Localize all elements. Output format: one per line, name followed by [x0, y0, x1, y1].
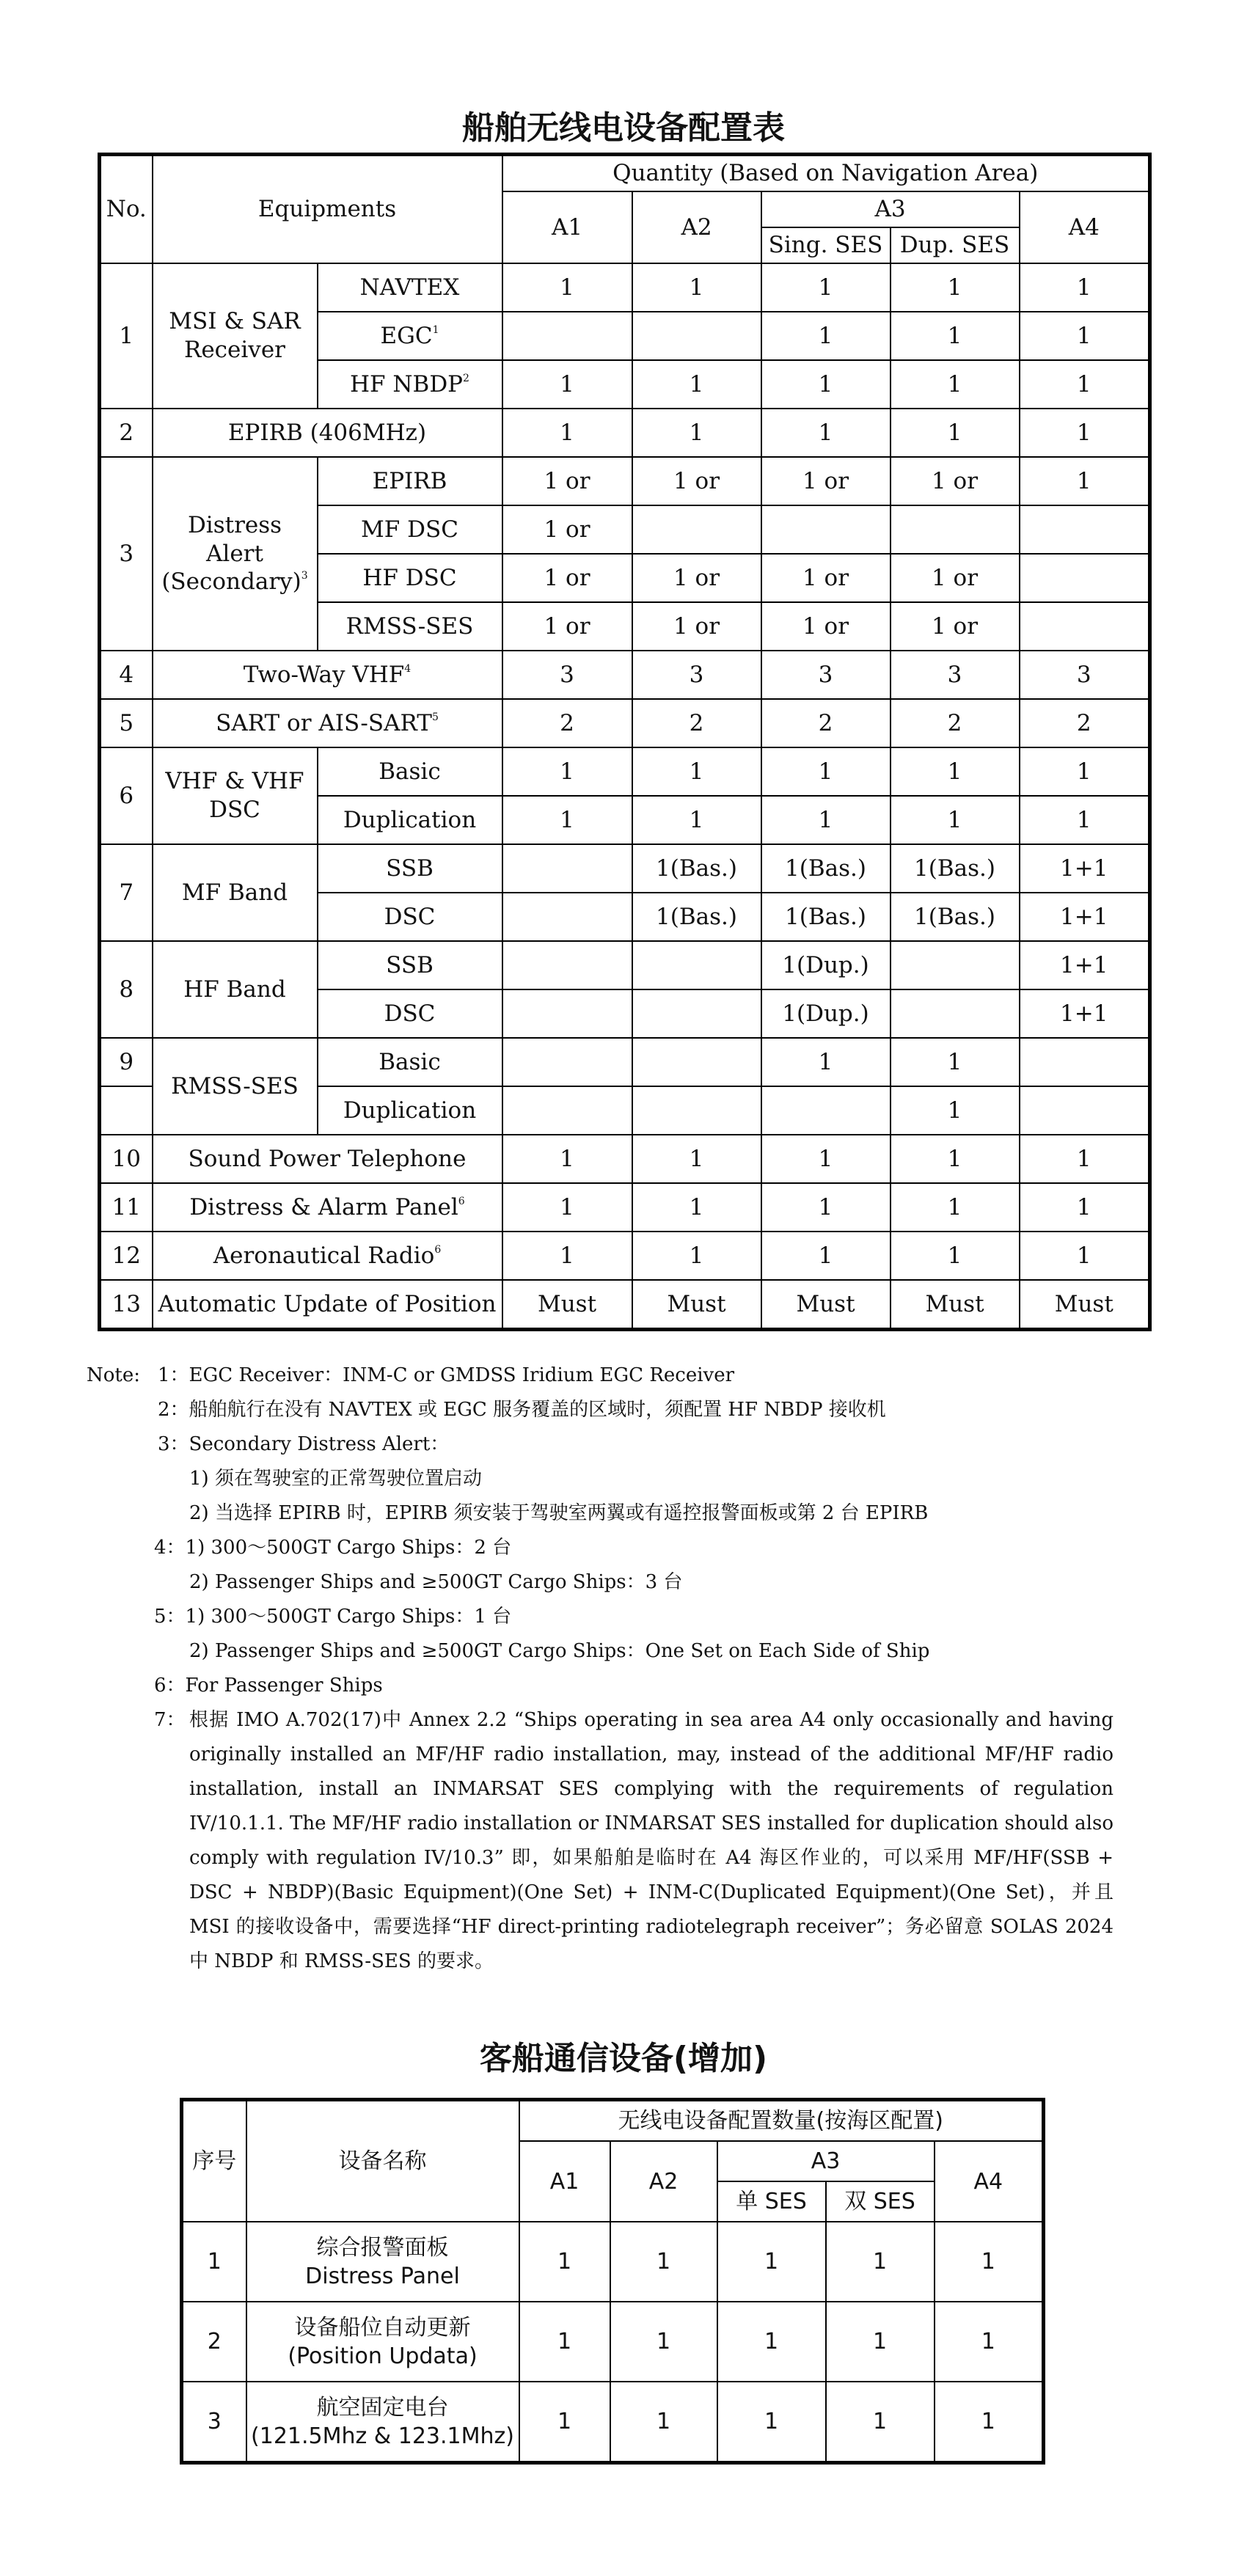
cell-a2: 1: [610, 2222, 717, 2302]
cell-a3-sing: 1 or: [761, 602, 891, 651]
cell-a3-sing: 1: [761, 360, 891, 409]
row-no: 8: [100, 941, 153, 1038]
note-2: 2：船舶航行在没有 NAVTEX 或 EGC 服务覆盖的区域时，须配置 HF NBDP 接收机: [158, 1399, 886, 1421]
cell-a4: 1: [1020, 360, 1150, 409]
cell-a3-dup: 1: [891, 1135, 1020, 1183]
footnote-ref: 3: [301, 570, 308, 582]
cell-a3-sing: 2: [761, 699, 891, 747]
cell-a4: 2: [1020, 699, 1150, 747]
cell-a3-double: 1: [826, 2382, 935, 2463]
equipment-name: Aeronautical Radio$^6$: [153, 1232, 502, 1280]
passenger-ship-equipment-table: [180, 2098, 1045, 2465]
note-1: 1：EGC Receiver：INM-C or GMDSS Iridium EGC Receiver: [158, 1364, 735, 1386]
sub-equipment: EGC$^1$: [318, 312, 502, 360]
equipment-name: MF Band: [153, 844, 318, 941]
cell-a3-dup: 1: [891, 1038, 1020, 1086]
cell-a1: 1: [519, 2302, 610, 2382]
row-no: 12: [100, 1232, 153, 1280]
cell-a2: 1 or: [632, 457, 761, 505]
note-5a: 5：1) 300～500GT Cargo Ships：1 台: [154, 1606, 512, 1628]
cell-a1: 1 or: [502, 457, 632, 505]
cell-a2: 1: [632, 747, 761, 796]
cell-a4: [1020, 554, 1150, 602]
cell-a3-double: 1: [826, 2222, 935, 2302]
note-line: [87, 1600, 1113, 1634]
cell-a3-double: 1: [826, 2302, 935, 2382]
row-no: 1: [100, 263, 153, 409]
footnote-ref: 4: [404, 662, 412, 675]
cell-a1: 1: [502, 1183, 632, 1232]
cell-a2: 1: [632, 1232, 761, 1280]
equipment-name: HF Band: [153, 941, 318, 1038]
cell-a1: 1: [502, 1135, 632, 1183]
cell-a4: 1: [1020, 747, 1150, 796]
note-label: Note:: [87, 1364, 140, 1386]
page-title: 船舶无线电设备配置表: [462, 109, 785, 147]
note-line: [87, 1462, 1113, 1496]
header-a4: A4: [935, 2141, 1044, 2222]
row-no: 3: [100, 457, 153, 651]
sub-equipment: SSB: [318, 941, 502, 989]
cell-a3-sing: 1 or: [761, 457, 891, 505]
cell-a2: Must: [632, 1280, 761, 1330]
cell-a3-dup: 1: [891, 1183, 1020, 1232]
cell-a1: [502, 1038, 632, 1086]
equipment-name: Two-Way VHF$^4$: [153, 651, 502, 699]
note-5b: 2) Passenger Ships and ≥500GT Cargo Ships：One Set on Each Side of Ship: [189, 1640, 930, 1662]
cell-a4: 1: [935, 2382, 1044, 2463]
equipment-name: Distress Alert (Secondary)$^3$: [153, 457, 318, 651]
equipment-name: 航空固定电台 (121.5Mhz & 123.1Mhz): [246, 2382, 519, 2463]
row-no: 1: [182, 2222, 246, 2302]
cell-a3-sing: 1: [761, 1232, 891, 1280]
note-3: 3：Secondary Distress Alert：: [158, 1433, 450, 1455]
note-line: [87, 1427, 1113, 1462]
header-single-ses: 单 SES: [717, 2181, 826, 2222]
header-a3: A3: [717, 2141, 935, 2181]
cell-a4: [1020, 1086, 1150, 1135]
cell-a3-sing: 1: [761, 1183, 891, 1232]
sub-equipment: HF NBDP$^2$: [318, 360, 502, 409]
row-no: 6: [100, 747, 153, 844]
cell-a3-dup: 1 or: [891, 602, 1020, 651]
header-dup-ses: Dup. SES: [891, 227, 1020, 263]
header-quantity: 无线电设备配置数量(按海区配置): [519, 2100, 1044, 2142]
cell-a3-dup: 1 or: [891, 457, 1020, 505]
cell-a3-dup: 1: [891, 409, 1020, 457]
cell-a3-sing: 1: [761, 409, 891, 457]
cell-a1: 1: [502, 360, 632, 409]
cell-a4: 1+1: [1020, 844, 1150, 893]
cell-a1: 2: [502, 699, 632, 747]
cell-a3-dup: 3: [891, 651, 1020, 699]
row-no-empty: [100, 1086, 153, 1135]
cell-a3-single: 1: [717, 2302, 826, 2382]
equipment-name: RMSS-SES: [153, 1038, 318, 1135]
cell-a3-sing: [761, 505, 891, 554]
row-no: 3: [182, 2382, 246, 2463]
note-line: [87, 1496, 1113, 1531]
cell-a1: 1: [502, 263, 632, 312]
cell-a2: [632, 312, 761, 360]
row-no: 5: [100, 699, 153, 747]
cell-a3-single: 1: [717, 2382, 826, 2463]
footnote-ref: 6: [434, 1243, 442, 1256]
footnotes: [87, 1358, 1113, 1979]
cell-a4: 1: [1020, 1183, 1150, 1232]
cell-a3-single: 1: [717, 2222, 826, 2302]
equipment-name: SART or AIS-SART$^5$: [153, 699, 502, 747]
cell-a1: [502, 989, 632, 1038]
note-7: 根据 IMO A.702(17)中 Annex 2.2 “Ships operating in sea area A4 only occasionally and having originally installed an MF/HF radio installation, may, instead of the additional MF/HF radio installation, install an INMARSAT SES complying with the requirements of regulation IV/10.1.1. The MF/HF radio installation or INMARSAT SES installed for duplication should also comply with regulation IV/10.3” 即，如果船舶是临时在 A4 海区作业的，可以采用 MF/HF(SSB + DSC + NBDP)(Basic Equipment)(One Set) + INM-C(Duplicated Equipment)(One Set)，并且 MSI 的接收设备中，需要选择“HF direct-printing radiotelegraph receiver”；务必留意 SOLAS 2024 中 NBDP 和 RMSS-SES 的要求。: [189, 1709, 1113, 1972]
sub-equipment: Duplication: [318, 796, 502, 844]
cell-a4: 1: [1020, 1232, 1150, 1280]
row-no: 11: [100, 1183, 153, 1232]
header-a2: A2: [632, 191, 761, 263]
footnote-ref: 6: [458, 1195, 465, 1207]
cell-a3-dup: 1: [891, 263, 1020, 312]
header-a1: A1: [502, 191, 632, 263]
cell-a4: 1+1: [1020, 893, 1150, 941]
row-no: 13: [100, 1280, 153, 1330]
cell-a1: 1: [502, 796, 632, 844]
note-7-label: 7：: [154, 1709, 186, 1731]
cell-a3-dup: [891, 941, 1020, 989]
row-no: 2: [182, 2302, 246, 2382]
sub-equipment: Duplication: [318, 1086, 502, 1135]
cell-a4: 1: [1020, 1135, 1150, 1183]
row-no: 7: [100, 844, 153, 941]
header-a2: A2: [610, 2141, 717, 2222]
cell-a4: 1: [1020, 312, 1150, 360]
note-line: [87, 1393, 1113, 1427]
equipment-name: Distress & Alarm Panel$^6$: [153, 1183, 502, 1232]
cell-a2: 1(Bas.): [632, 844, 761, 893]
equipment-name: 设备船位自动更新 (Position Updata): [246, 2302, 519, 2382]
note-line: [87, 1565, 1113, 1600]
cell-a3-dup: 1: [891, 796, 1020, 844]
cell-a2: [632, 1086, 761, 1135]
cell-a1: 1 or: [502, 505, 632, 554]
cell-a2: [632, 941, 761, 989]
cell-a3-sing: 1 or: [761, 554, 891, 602]
sub-equipment: Basic: [318, 747, 502, 796]
cell-a1: Must: [502, 1280, 632, 1330]
cell-a2: 2: [632, 699, 761, 747]
cell-a3-dup: Must: [891, 1280, 1020, 1330]
cell-a2: 1: [632, 1135, 761, 1183]
cell-a4: 1: [1020, 263, 1150, 312]
cell-a3-dup: 2: [891, 699, 1020, 747]
cell-a1: 1: [502, 409, 632, 457]
cell-a2: 1 or: [632, 602, 761, 651]
cell-a2: 1: [610, 2382, 717, 2463]
cell-a3-dup: 1: [891, 1232, 1020, 1280]
cell-a1: [502, 312, 632, 360]
footnote-ref: 5: [431, 711, 439, 723]
note-line: [87, 1669, 1113, 1703]
cell-a4: 1: [935, 2302, 1044, 2382]
cell-a4: 1: [1020, 409, 1150, 457]
header-a1: A1: [519, 2141, 610, 2222]
cell-a2: 1: [632, 409, 761, 457]
equipment-name: VHF & VHF DSC: [153, 747, 318, 844]
cell-a2: 1: [632, 1183, 761, 1232]
cell-a1: [502, 1086, 632, 1135]
note-3a: 1) 须在驾驶室的正常驾驶位置启动: [189, 1468, 482, 1490]
note-4b: 2) Passenger Ships and ≥500GT Cargo Ships：3 台: [189, 1571, 683, 1593]
cell-a3-sing: 1: [761, 796, 891, 844]
header-sing-ses: Sing. SES: [761, 227, 891, 263]
header-a3: A3: [761, 191, 1020, 227]
cell-a3-sing: 1(Bas.): [761, 893, 891, 941]
cell-a3-sing: Must: [761, 1280, 891, 1330]
cell-a3-sing: 1: [761, 747, 891, 796]
sub-equipment: DSC: [318, 989, 502, 1038]
cell-a3-sing: 3: [761, 651, 891, 699]
sub-equipment: HF DSC: [318, 554, 502, 602]
cell-a3-dup: 1(Bas.): [891, 844, 1020, 893]
equipment-name: Automatic Update of Position: [153, 1280, 502, 1330]
footnote-ref: 1: [432, 323, 439, 336]
radio-equipment-table: [98, 153, 1152, 1331]
cell-a2: 3: [632, 651, 761, 699]
cell-a3-sing: [761, 1086, 891, 1135]
cell-a3-dup: 1 or: [891, 554, 1020, 602]
cell-a2: 1 or: [632, 554, 761, 602]
cell-a1: 1: [502, 747, 632, 796]
cell-a3-sing: 1(Dup.): [761, 941, 891, 989]
sub-equipment: NAVTEX: [318, 263, 502, 312]
cell-a1: 1 or: [502, 554, 632, 602]
note-line: [87, 1703, 1113, 1979]
cell-a4: [1020, 1038, 1150, 1086]
cell-a2: [632, 505, 761, 554]
cell-a4: Must: [1020, 1280, 1150, 1330]
cell-a3-dup: 1: [891, 360, 1020, 409]
cell-a4: 3: [1020, 651, 1150, 699]
cell-a4: [1020, 505, 1150, 554]
section-title: 客船通信设备(增加): [479, 2040, 768, 2077]
note-line: [87, 1634, 1113, 1669]
cell-a4: 1: [1020, 457, 1150, 505]
equipment-name: 综合报警面板 Distress Panel: [246, 2222, 519, 2302]
sub-equipment: Basic: [318, 1038, 502, 1086]
cell-a1: 1: [519, 2382, 610, 2463]
cell-a3-dup: [891, 989, 1020, 1038]
header-quantity: Quantity (Based on Navigation Area): [502, 155, 1150, 192]
note-4a: 4：1) 300～500GT Cargo Ships：2 台: [154, 1537, 512, 1559]
cell-a3-sing: 1(Bas.): [761, 844, 891, 893]
cell-a2: [632, 989, 761, 1038]
cell-a2: [632, 1038, 761, 1086]
header-equipments: Equipments: [153, 155, 502, 264]
cell-a4: 1+1: [1020, 989, 1150, 1038]
row-no: 2: [100, 409, 153, 457]
equipment-name: MSI & SAR Receiver: [153, 263, 318, 409]
header-no: 序号: [182, 2100, 246, 2222]
cell-a2: 1: [610, 2302, 717, 2382]
cell-a1: 1: [519, 2222, 610, 2302]
cell-a2: 1(Bas.): [632, 893, 761, 941]
cell-a1: 3: [502, 651, 632, 699]
header-name: 设备名称: [246, 2100, 519, 2222]
cell-a4: 1: [935, 2222, 1044, 2302]
cell-a4: 1: [1020, 796, 1150, 844]
cell-a1: 1: [502, 1232, 632, 1280]
header-double-ses: 双 SES: [826, 2181, 935, 2222]
sub-equipment: EPIRB: [318, 457, 502, 505]
cell-a4: [1020, 602, 1150, 651]
sub-equipment: SSB: [318, 844, 502, 893]
cell-a3-sing: 1: [761, 263, 891, 312]
note-6: 6：For Passenger Ships: [154, 1675, 383, 1697]
cell-a2: 1: [632, 263, 761, 312]
cell-a3-sing: 1(Dup.): [761, 989, 891, 1038]
row-no: 9: [100, 1038, 153, 1086]
cell-a3-sing: 1: [761, 1135, 891, 1183]
cell-a3-sing: 1: [761, 1038, 891, 1086]
cell-a3-dup: 1: [891, 312, 1020, 360]
row-no: 4: [100, 651, 153, 699]
note-line: [87, 1531, 1113, 1565]
cell-a2: 1: [632, 796, 761, 844]
cell-a2: 1: [632, 360, 761, 409]
cell-a3-sing: 1: [761, 312, 891, 360]
row-no: 10: [100, 1135, 153, 1183]
footnote-ref: 2: [463, 372, 469, 384]
header-no: No.: [100, 155, 153, 264]
equipment-name: Sound Power Telephone: [153, 1135, 502, 1183]
cell-a1: [502, 893, 632, 941]
sub-equipment: DSC: [318, 893, 502, 941]
header-a4: A4: [1020, 191, 1150, 263]
cell-a3-dup: [891, 505, 1020, 554]
cell-a1: [502, 941, 632, 989]
note-3b: 2) 当选择 EPIRB 时，EPIRB 须安装于驾驶室两翼或有遥控报警面板或第 2 台 EPIRB: [189, 1502, 929, 1524]
cell-a1: 1 or: [502, 602, 632, 651]
sub-equipment: MF DSC: [318, 505, 502, 554]
sub-equipment: RMSS-SES: [318, 602, 502, 651]
equipment-name: EPIRB (406MHz): [153, 409, 502, 457]
cell-a1: [502, 844, 632, 893]
cell-a3-dup: 1: [891, 747, 1020, 796]
note-line: [87, 1358, 1113, 1393]
cell-a3-dup: 1: [891, 1086, 1020, 1135]
cell-a4: 1+1: [1020, 941, 1150, 989]
cell-a3-dup: 1(Bas.): [891, 893, 1020, 941]
